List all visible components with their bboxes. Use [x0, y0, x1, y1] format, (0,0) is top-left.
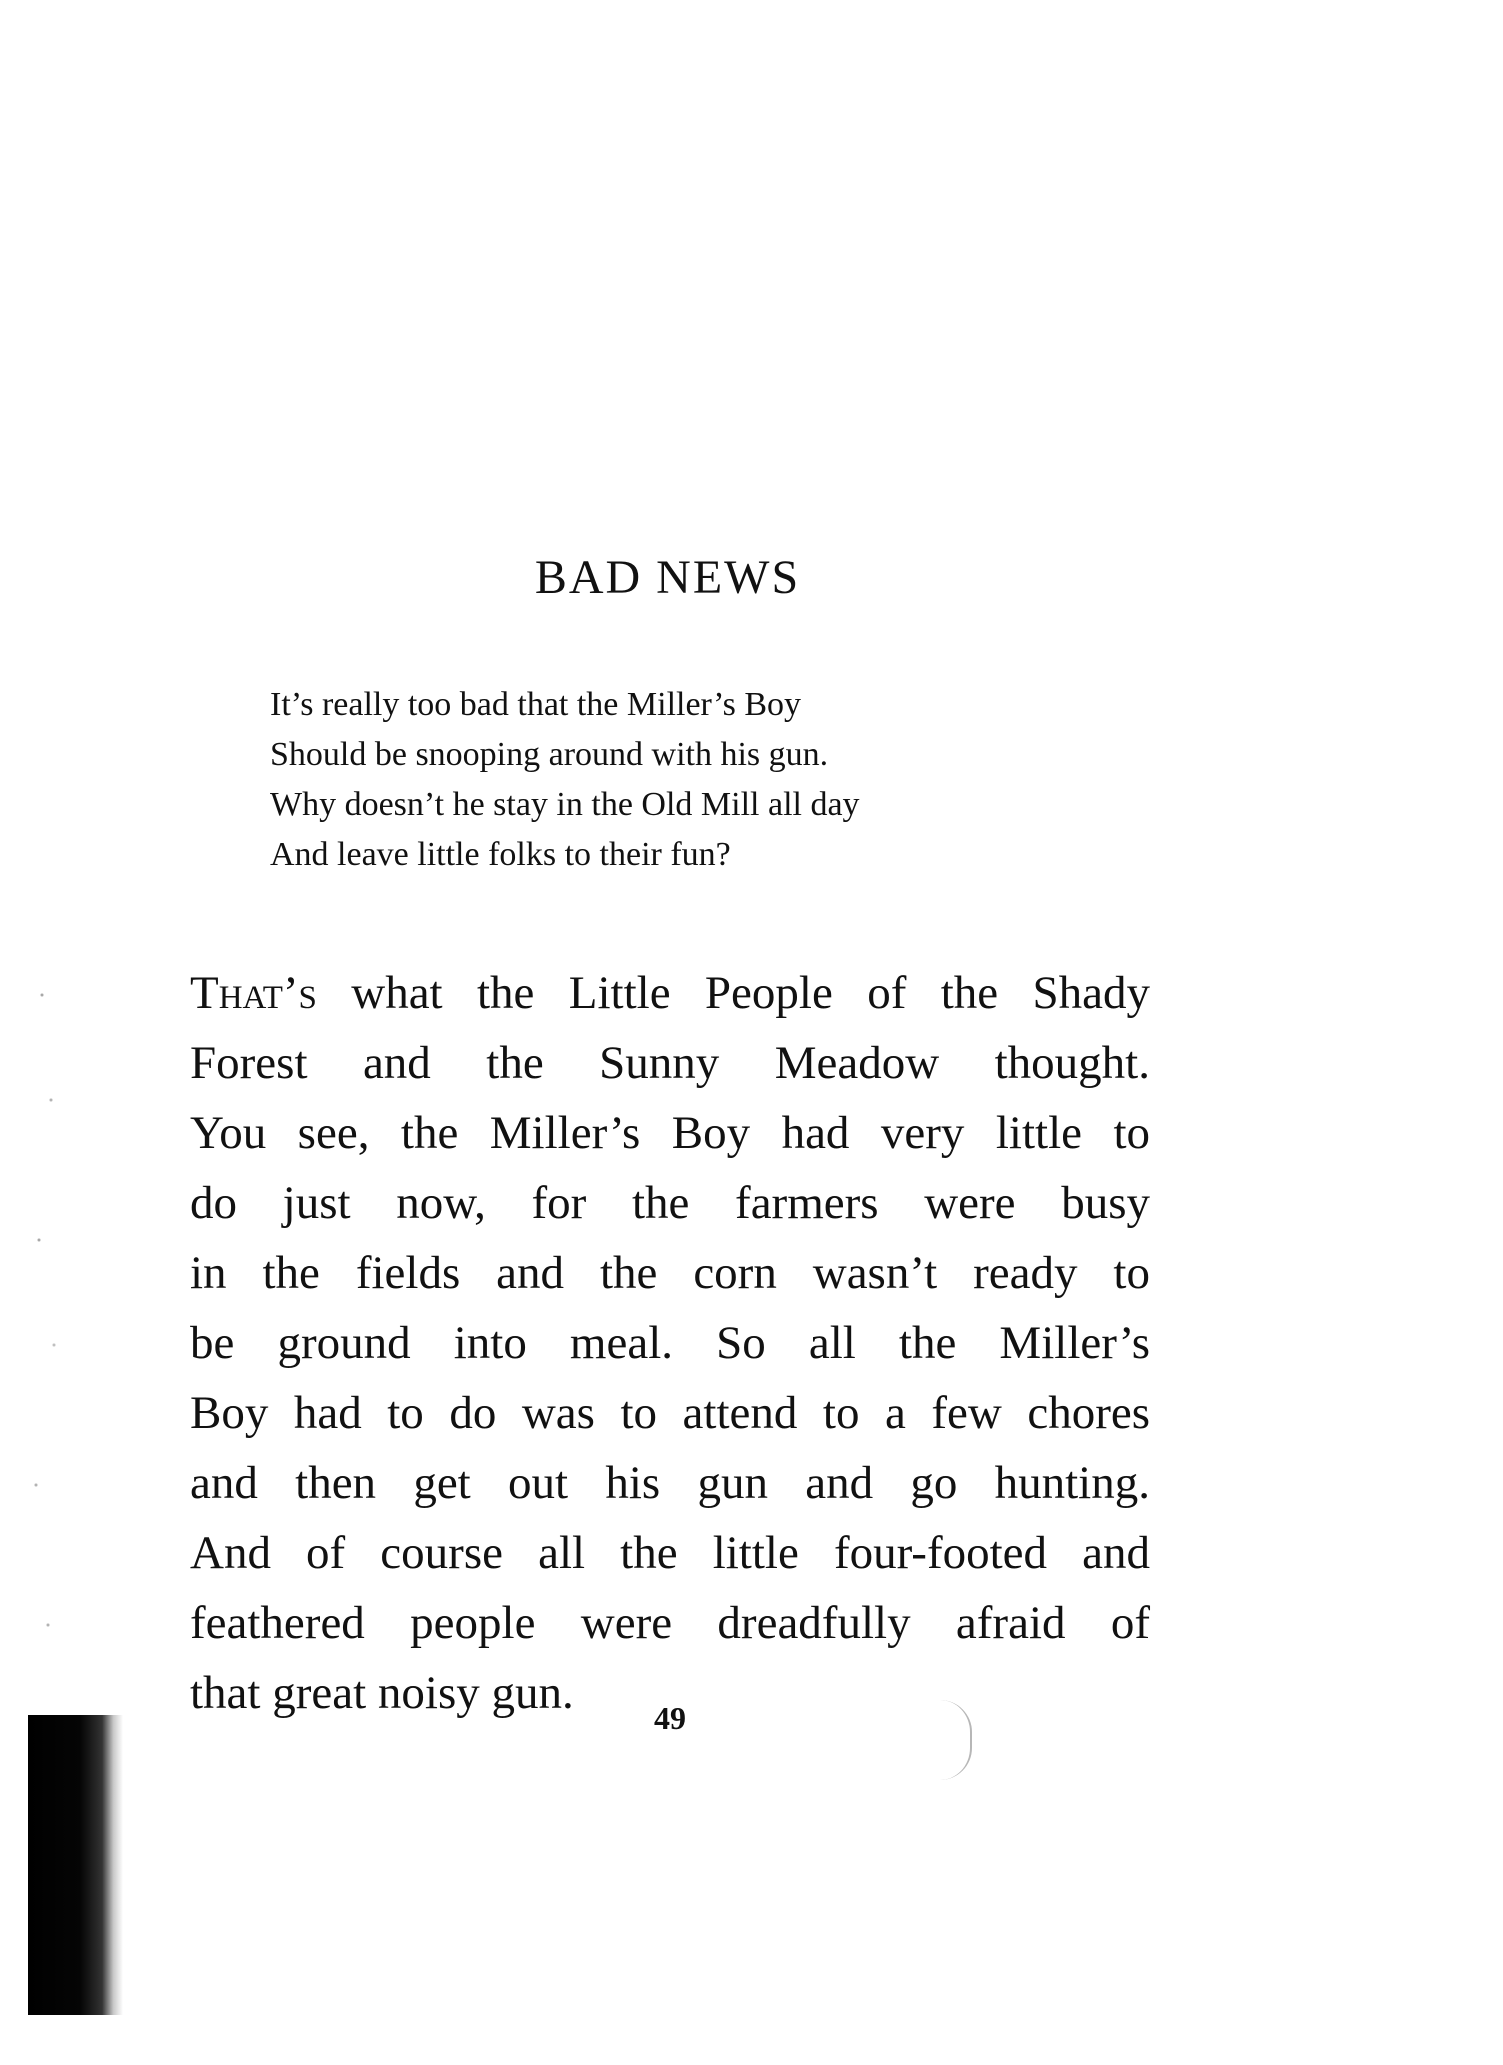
body-line: in the fields and the corn wasn’t ready to [190, 1247, 1150, 1299]
verse-line: And leave little folks to their fun? [270, 836, 731, 873]
page-number: 49 [654, 1700, 686, 1736]
verse-line: Should be snooping around with his gun. [270, 736, 829, 773]
binding-specks [30, 960, 90, 1660]
verse-line: It’s really too bad that the Miller’s Boy [270, 686, 802, 723]
body-line: and then get out his gun and go hunting. [190, 1457, 1150, 1509]
body-line: Boy had to do was to attend to a few chores [190, 1387, 1150, 1439]
verse-block [270, 680, 1170, 880]
body-line: You see, the Miller’s Boy had very little to [190, 1107, 1150, 1159]
body-paragraph [190, 958, 1150, 1728]
body-line: be ground into meal. So all the Miller’s [190, 1317, 1150, 1369]
chapter-title: BAD NEWS [534, 551, 801, 604]
opening-word: That’s [190, 967, 317, 1019]
body-line-text: what the Little People of the Shady [316, 967, 1150, 1019]
binding-edge [28, 1715, 123, 2015]
body-line: Forest and the Sunny Meadow thought. [190, 1037, 1150, 1089]
body-line: do just now, for the farmers were busy [190, 1177, 1150, 1229]
verse-line: Why doesn’t he stay in the Old Mill all day [270, 786, 860, 823]
body-line: And of course all the little four-footed and [190, 1527, 1150, 1579]
body-line: feathered people were dreadfully afraid of [190, 1597, 1150, 1649]
body-line [190, 958, 1150, 1028]
body-line: that great noisy gun. [190, 1667, 574, 1719]
